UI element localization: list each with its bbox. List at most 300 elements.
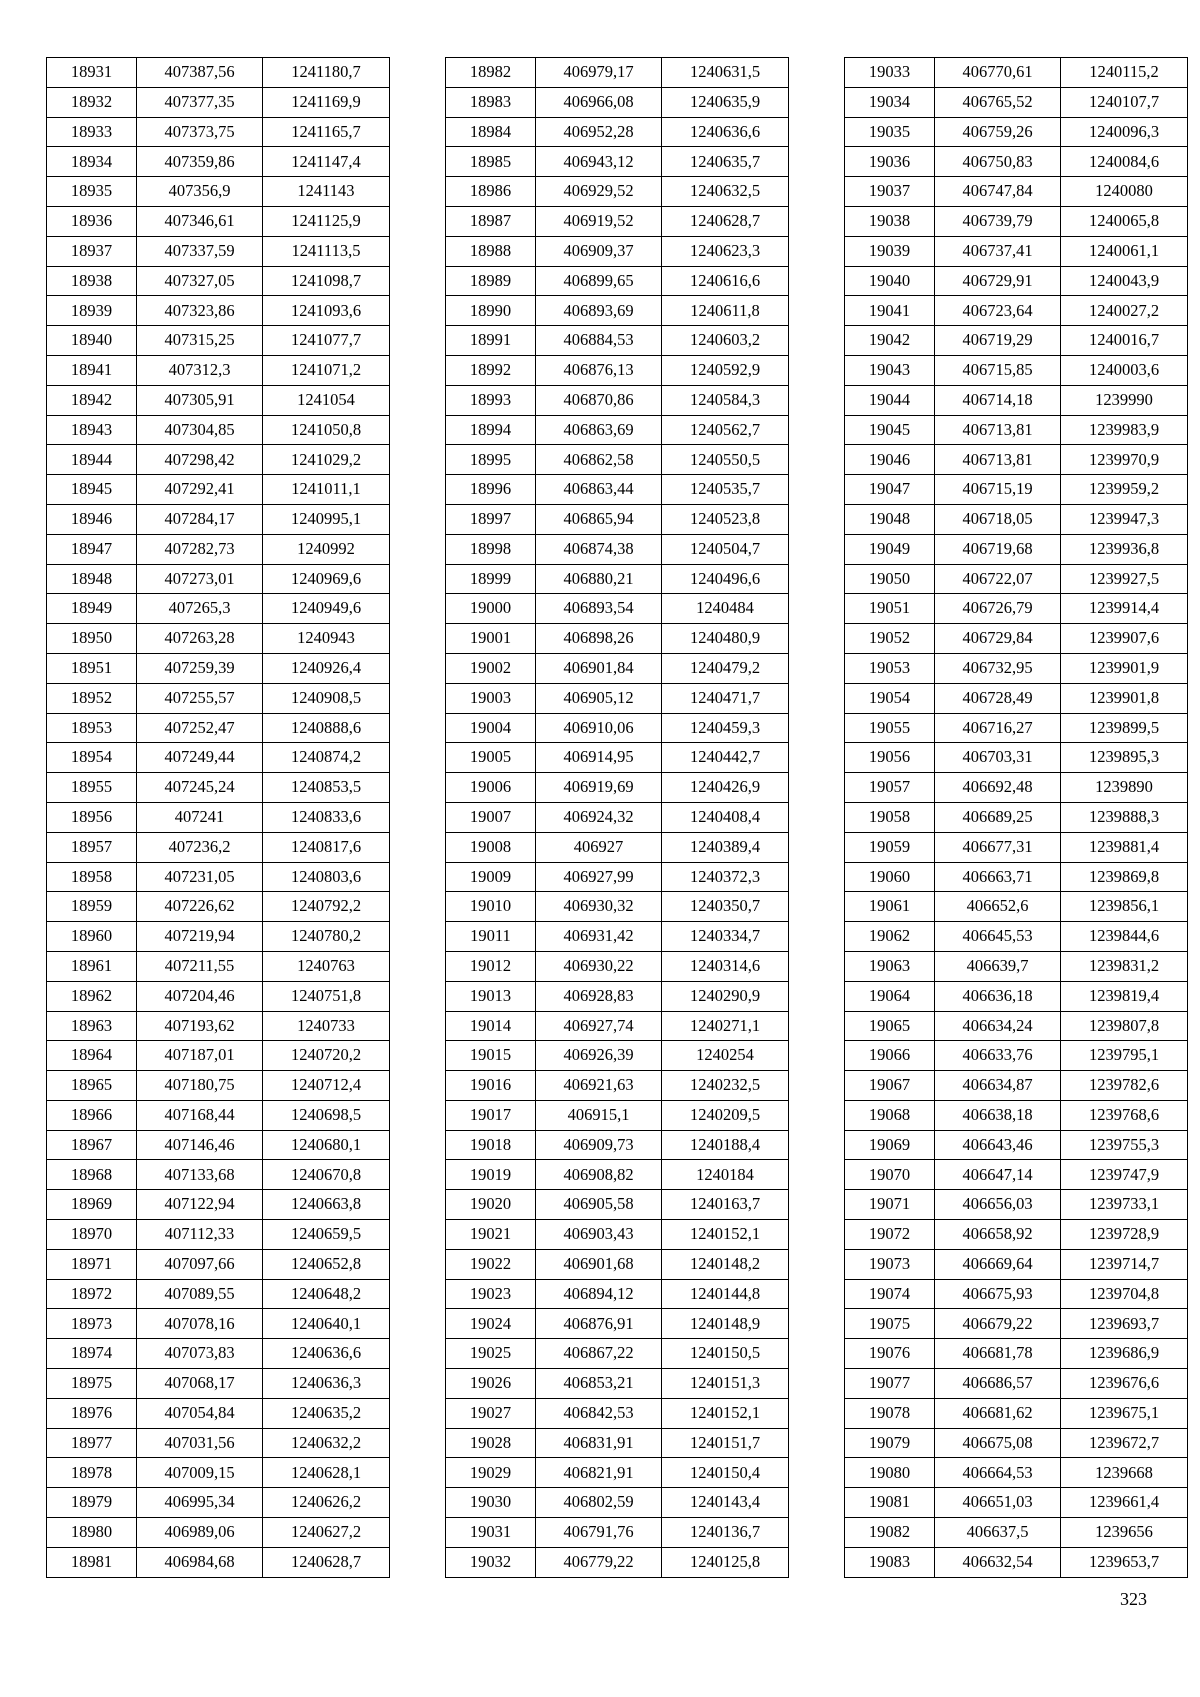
- table-row: [845, 355, 1188, 385]
- point-number-cell: 18966: [47, 1100, 137, 1130]
- table-row: [845, 385, 1188, 415]
- x-coordinate-cell: 406880,21: [536, 564, 662, 594]
- x-coordinate-cell: 406929,52: [536, 177, 662, 207]
- x-coordinate-cell: 406853,21: [536, 1369, 662, 1399]
- x-coordinate-cell: 407112,33: [137, 1220, 263, 1250]
- table-row: [47, 534, 390, 564]
- y-coordinate-cell: 1239844,6: [1061, 922, 1188, 952]
- x-coordinate-cell: 407337,59: [137, 236, 263, 266]
- x-coordinate-cell: 406714,18: [935, 385, 1061, 415]
- point-number-cell: 18963: [47, 1011, 137, 1041]
- x-coordinate-cell: 406651,03: [935, 1488, 1061, 1518]
- y-coordinate-cell: 1240888,6: [263, 713, 390, 743]
- table-row: [446, 564, 789, 594]
- y-coordinate-cell: 1241029,2: [263, 445, 390, 475]
- y-coordinate-cell: 1240636,6: [263, 1339, 390, 1369]
- x-coordinate-cell: 406636,18: [935, 981, 1061, 1011]
- y-coordinate-cell: 1239672,7: [1061, 1428, 1188, 1458]
- x-coordinate-cell: 406675,08: [935, 1428, 1061, 1458]
- table-row: [446, 1428, 789, 1458]
- x-coordinate-cell: 406737,41: [935, 236, 1061, 266]
- point-number-cell: 18956: [47, 802, 137, 832]
- point-number-cell: 19009: [446, 862, 536, 892]
- y-coordinate-cell: 1240065,8: [1061, 206, 1188, 236]
- table-row: [47, 415, 390, 445]
- table-row: [845, 1130, 1188, 1160]
- point-number-cell: 18986: [446, 177, 536, 207]
- table-row: [47, 266, 390, 296]
- table-row: [446, 445, 789, 475]
- y-coordinate-cell: 1239901,8: [1061, 683, 1188, 713]
- x-coordinate-cell: 407245,24: [137, 773, 263, 803]
- point-number-cell: 19016: [446, 1071, 536, 1101]
- table-row: [47, 1011, 390, 1041]
- point-number-cell: 18938: [47, 266, 137, 296]
- table-row: [446, 147, 789, 177]
- x-coordinate-cell: 407231,05: [137, 862, 263, 892]
- table-row: [446, 1547, 789, 1577]
- table-row: [845, 1190, 1188, 1220]
- point-number-cell: 18936: [47, 206, 137, 236]
- point-number-cell: 19006: [446, 773, 536, 803]
- table-row: [47, 1398, 390, 1428]
- table-row: [446, 653, 789, 683]
- point-number-cell: 18976: [47, 1398, 137, 1428]
- point-number-cell: 18998: [446, 534, 536, 564]
- y-coordinate-cell: 1239890: [1061, 773, 1188, 803]
- table-row: [446, 1190, 789, 1220]
- x-coordinate-cell: 407211,55: [137, 951, 263, 981]
- table-row: [47, 683, 390, 713]
- point-number-cell: 18983: [446, 87, 536, 117]
- point-number-cell: 18949: [47, 594, 137, 624]
- y-coordinate-cell: 1240550,5: [662, 445, 789, 475]
- y-coordinate-cell: 1241125,9: [263, 206, 390, 236]
- table-row: [446, 1249, 789, 1279]
- x-coordinate-cell: 406899,65: [536, 266, 662, 296]
- table-row: [47, 802, 390, 832]
- point-number-cell: 19008: [446, 832, 536, 862]
- table-row: [845, 981, 1188, 1011]
- table-row: [845, 1518, 1188, 1548]
- y-coordinate-cell: 1240780,2: [263, 922, 390, 952]
- table-row: [446, 475, 789, 505]
- table-row: [47, 475, 390, 505]
- y-coordinate-cell: 1240562,7: [662, 415, 789, 445]
- point-number-cell: 19052: [845, 624, 935, 654]
- y-coordinate-cell: 1240640,1: [263, 1309, 390, 1339]
- x-coordinate-cell: 406863,44: [536, 475, 662, 505]
- x-coordinate-cell: 406905,58: [536, 1190, 662, 1220]
- y-coordinate-cell: 1240080: [1061, 177, 1188, 207]
- y-coordinate-cell: 1240003,6: [1061, 355, 1188, 385]
- table-row: [47, 1488, 390, 1518]
- table-row: [47, 504, 390, 534]
- point-number-cell: 18974: [47, 1339, 137, 1369]
- point-number-cell: 19054: [845, 683, 935, 713]
- coordinate-table-2: [445, 57, 789, 1578]
- point-number-cell: 18947: [47, 534, 137, 564]
- table-row: [446, 594, 789, 624]
- x-coordinate-cell: 406791,76: [536, 1518, 662, 1548]
- point-number-cell: 18969: [47, 1190, 137, 1220]
- y-coordinate-cell: 1240148,2: [662, 1249, 789, 1279]
- point-number-cell: 18954: [47, 743, 137, 773]
- y-coordinate-cell: 1240636,3: [263, 1369, 390, 1399]
- x-coordinate-cell: 406739,79: [935, 206, 1061, 236]
- table-row: [446, 385, 789, 415]
- point-number-cell: 19023: [446, 1279, 536, 1309]
- table-row: [446, 117, 789, 147]
- table-row: [845, 147, 1188, 177]
- y-coordinate-cell: 1239686,9: [1061, 1339, 1188, 1369]
- y-coordinate-cell: 1240648,2: [263, 1279, 390, 1309]
- table-row: [845, 58, 1188, 88]
- table-row: [47, 653, 390, 683]
- table-row: [446, 177, 789, 207]
- point-number-cell: 18952: [47, 683, 137, 713]
- y-coordinate-cell: 1240027,2: [1061, 296, 1188, 326]
- x-coordinate-cell: 406893,69: [536, 296, 662, 326]
- point-number-cell: 18967: [47, 1130, 137, 1160]
- x-coordinate-cell: 406634,24: [935, 1011, 1061, 1041]
- x-coordinate-cell: 406681,78: [935, 1339, 1061, 1369]
- coordinate-table-1: [46, 57, 390, 1578]
- x-coordinate-cell: 407273,01: [137, 564, 263, 594]
- table-row: [845, 713, 1188, 743]
- point-number-cell: 19014: [446, 1011, 536, 1041]
- point-number-cell: 19076: [845, 1339, 935, 1369]
- table-row: [845, 892, 1188, 922]
- x-coordinate-cell: 407168,44: [137, 1100, 263, 1130]
- table-row: [446, 1518, 789, 1548]
- point-number-cell: 19081: [845, 1488, 935, 1518]
- x-coordinate-cell: 406675,93: [935, 1279, 1061, 1309]
- point-number-cell: 18992: [446, 355, 536, 385]
- table-row: [845, 266, 1188, 296]
- point-number-cell: 19032: [446, 1547, 536, 1577]
- table-row: [47, 117, 390, 147]
- table-row: [845, 177, 1188, 207]
- y-coordinate-cell: 1240632,2: [263, 1428, 390, 1458]
- table-row: [47, 385, 390, 415]
- table-row: [446, 802, 789, 832]
- point-number-cell: 19077: [845, 1369, 935, 1399]
- point-number-cell: 19047: [845, 475, 935, 505]
- y-coordinate-cell: 1239959,2: [1061, 475, 1188, 505]
- point-number-cell: 19002: [446, 653, 536, 683]
- table-row: [446, 1339, 789, 1369]
- y-coordinate-cell: 1240874,2: [263, 743, 390, 773]
- y-coordinate-cell: 1239656: [1061, 1518, 1188, 1548]
- point-number-cell: 18940: [47, 326, 137, 356]
- table-row: [47, 1190, 390, 1220]
- x-coordinate-cell: 407263,28: [137, 624, 263, 654]
- y-coordinate-cell: 1239936,8: [1061, 534, 1188, 564]
- point-number-cell: 19049: [845, 534, 935, 564]
- point-number-cell: 19055: [845, 713, 935, 743]
- y-coordinate-cell: 1239927,5: [1061, 564, 1188, 594]
- point-number-cell: 19013: [446, 981, 536, 1011]
- y-coordinate-cell: 1241093,6: [263, 296, 390, 326]
- y-coordinate-cell: 1240480,9: [662, 624, 789, 654]
- point-number-cell: 18977: [47, 1428, 137, 1458]
- point-number-cell: 19020: [446, 1190, 536, 1220]
- x-coordinate-cell: 406931,42: [536, 922, 662, 952]
- x-coordinate-cell: 407327,05: [137, 266, 263, 296]
- x-coordinate-cell: 406669,64: [935, 1249, 1061, 1279]
- y-coordinate-cell: 1240143,4: [662, 1488, 789, 1518]
- y-coordinate-cell: 1239747,9: [1061, 1160, 1188, 1190]
- x-coordinate-cell: 407284,17: [137, 504, 263, 534]
- table-row: [446, 236, 789, 266]
- table-row: [845, 475, 1188, 505]
- x-coordinate-cell: 407305,91: [137, 385, 263, 415]
- point-number-cell: 19061: [845, 892, 935, 922]
- x-coordinate-cell: 407146,46: [137, 1130, 263, 1160]
- x-coordinate-cell: 406930,22: [536, 951, 662, 981]
- point-number-cell: 18944: [47, 445, 137, 475]
- point-number-cell: 19017: [446, 1100, 536, 1130]
- y-coordinate-cell: 1240136,7: [662, 1518, 789, 1548]
- y-coordinate-cell: 1240627,2: [263, 1518, 390, 1548]
- point-number-cell: 18937: [47, 236, 137, 266]
- y-coordinate-cell: 1240016,7: [1061, 326, 1188, 356]
- table-row: [446, 415, 789, 445]
- table-row: [47, 1220, 390, 1250]
- x-coordinate-cell: 406898,26: [536, 624, 662, 654]
- table-row: [446, 326, 789, 356]
- point-number-cell: 19031: [446, 1518, 536, 1548]
- y-coordinate-cell: 1239899,5: [1061, 713, 1188, 743]
- x-coordinate-cell: 406909,37: [536, 236, 662, 266]
- table-row: [845, 1011, 1188, 1041]
- y-coordinate-cell: 1240792,2: [263, 892, 390, 922]
- point-number-cell: 19003: [446, 683, 536, 713]
- x-coordinate-cell: 406952,28: [536, 117, 662, 147]
- point-number-cell: 18990: [446, 296, 536, 326]
- y-coordinate-cell: 1239755,3: [1061, 1130, 1188, 1160]
- x-coordinate-cell: 406910,06: [536, 713, 662, 743]
- x-coordinate-cell: 406927,74: [536, 1011, 662, 1041]
- point-number-cell: 19012: [446, 951, 536, 981]
- table-row: [47, 713, 390, 743]
- x-coordinate-cell: 407031,56: [137, 1428, 263, 1458]
- y-coordinate-cell: 1240663,8: [263, 1190, 390, 1220]
- y-coordinate-cell: 1240484: [662, 594, 789, 624]
- y-coordinate-cell: 1240350,7: [662, 892, 789, 922]
- y-coordinate-cell: 1240670,8: [263, 1160, 390, 1190]
- y-coordinate-cell: 1240426,9: [662, 773, 789, 803]
- table-row: [47, 1339, 390, 1369]
- table-row: [845, 326, 1188, 356]
- point-number-cell: 18999: [446, 564, 536, 594]
- x-coordinate-cell: 407304,85: [137, 415, 263, 445]
- y-coordinate-cell: 1240151,7: [662, 1428, 789, 1458]
- y-coordinate-cell: 1240504,7: [662, 534, 789, 564]
- point-number-cell: 19053: [845, 653, 935, 683]
- y-coordinate-cell: 1239895,3: [1061, 743, 1188, 773]
- table-row: [47, 1041, 390, 1071]
- point-number-cell: 18950: [47, 624, 137, 654]
- point-number-cell: 19045: [845, 415, 935, 445]
- y-coordinate-cell: 1239693,7: [1061, 1309, 1188, 1339]
- point-number-cell: 19060: [845, 862, 935, 892]
- x-coordinate-cell: 406919,52: [536, 206, 662, 236]
- x-coordinate-cell: 406770,61: [935, 58, 1061, 88]
- table-row: [446, 1160, 789, 1190]
- x-coordinate-cell: 407078,16: [137, 1309, 263, 1339]
- point-number-cell: 19007: [446, 802, 536, 832]
- point-number-cell: 19025: [446, 1339, 536, 1369]
- point-number-cell: 19046: [845, 445, 935, 475]
- x-coordinate-cell: 406903,43: [536, 1220, 662, 1250]
- y-coordinate-cell: 1240635,9: [662, 87, 789, 117]
- table-row: [845, 1279, 1188, 1309]
- table-row: [845, 624, 1188, 654]
- point-number-cell: 19062: [845, 922, 935, 952]
- x-coordinate-cell: 406747,84: [935, 177, 1061, 207]
- table-row: [47, 1369, 390, 1399]
- table-row: [446, 1220, 789, 1250]
- y-coordinate-cell: 1240471,7: [662, 683, 789, 713]
- y-coordinate-cell: 1240150,4: [662, 1458, 789, 1488]
- y-coordinate-cell: 1240496,6: [662, 564, 789, 594]
- point-number-cell: 18980: [47, 1518, 137, 1548]
- x-coordinate-cell: 406723,64: [935, 296, 1061, 326]
- table-row: [446, 1279, 789, 1309]
- table-row: [446, 951, 789, 981]
- table-row: [446, 1309, 789, 1339]
- x-coordinate-cell: 407323,86: [137, 296, 263, 326]
- table-row: [47, 594, 390, 624]
- y-coordinate-cell: 1240408,4: [662, 802, 789, 832]
- table-row: [845, 743, 1188, 773]
- x-coordinate-cell: 406921,63: [536, 1071, 662, 1101]
- point-number-cell: 19010: [446, 892, 536, 922]
- point-number-cell: 19051: [845, 594, 935, 624]
- y-coordinate-cell: 1239947,3: [1061, 504, 1188, 534]
- point-number-cell: 19019: [446, 1160, 536, 1190]
- table-row: [845, 564, 1188, 594]
- table-row: [446, 266, 789, 296]
- table-row: [47, 445, 390, 475]
- x-coordinate-cell: 406681,62: [935, 1398, 1061, 1428]
- y-coordinate-cell: 1240652,8: [263, 1249, 390, 1279]
- point-number-cell: 18988: [446, 236, 536, 266]
- y-coordinate-cell: 1239831,2: [1061, 951, 1188, 981]
- x-coordinate-cell: 406862,58: [536, 445, 662, 475]
- y-coordinate-cell: 1240096,3: [1061, 117, 1188, 147]
- x-coordinate-cell: 406909,73: [536, 1130, 662, 1160]
- y-coordinate-cell: 1240763: [263, 951, 390, 981]
- point-number-cell: 19026: [446, 1369, 536, 1399]
- point-number-cell: 19018: [446, 1130, 536, 1160]
- x-coordinate-cell: 407193,62: [137, 1011, 263, 1041]
- y-coordinate-cell: 1240969,6: [263, 564, 390, 594]
- point-number-cell: 19071: [845, 1190, 935, 1220]
- y-coordinate-cell: 1240817,6: [263, 832, 390, 862]
- x-coordinate-cell: 406914,95: [536, 743, 662, 773]
- table-row: [47, 1100, 390, 1130]
- table-row: [845, 1339, 1188, 1369]
- y-coordinate-cell: 1239881,4: [1061, 832, 1188, 862]
- x-coordinate-cell: 407377,35: [137, 87, 263, 117]
- table-row: [47, 87, 390, 117]
- x-coordinate-cell: 406966,08: [536, 87, 662, 117]
- table-row: [845, 862, 1188, 892]
- y-coordinate-cell: 1240535,7: [662, 475, 789, 505]
- table-row: [446, 862, 789, 892]
- x-coordinate-cell: 407359,86: [137, 147, 263, 177]
- x-coordinate-cell: 406718,05: [935, 504, 1061, 534]
- x-coordinate-cell: 406729,84: [935, 624, 1061, 654]
- x-coordinate-cell: 406924,32: [536, 802, 662, 832]
- y-coordinate-cell: 1240628,7: [263, 1547, 390, 1577]
- point-number-cell: 19082: [845, 1518, 935, 1548]
- point-number-cell: 18978: [47, 1458, 137, 1488]
- y-coordinate-cell: 1240209,5: [662, 1100, 789, 1130]
- y-coordinate-cell: 1240680,1: [263, 1130, 390, 1160]
- y-coordinate-cell: 1240372,3: [662, 862, 789, 892]
- x-coordinate-cell: 407241: [137, 802, 263, 832]
- point-number-cell: 18987: [446, 206, 536, 236]
- table-row: [845, 504, 1188, 534]
- y-coordinate-cell: 1239901,9: [1061, 653, 1188, 683]
- x-coordinate-cell: 407133,68: [137, 1160, 263, 1190]
- y-coordinate-cell: 1240628,7: [662, 206, 789, 236]
- point-number-cell: 18975: [47, 1369, 137, 1399]
- y-coordinate-cell: 1240523,8: [662, 504, 789, 534]
- table-row: [845, 1398, 1188, 1428]
- y-coordinate-cell: 1240616,6: [662, 266, 789, 296]
- point-number-cell: 18989: [446, 266, 536, 296]
- x-coordinate-cell: 406842,53: [536, 1398, 662, 1428]
- point-number-cell: 19069: [845, 1130, 935, 1160]
- table-row: [446, 892, 789, 922]
- table-row: [845, 117, 1188, 147]
- x-coordinate-cell: 406716,27: [935, 713, 1061, 743]
- table-row: [47, 832, 390, 862]
- x-coordinate-cell: 406750,83: [935, 147, 1061, 177]
- x-coordinate-cell: 406979,17: [536, 58, 662, 88]
- x-coordinate-cell: 406728,49: [935, 683, 1061, 713]
- x-coordinate-cell: 406867,22: [536, 1339, 662, 1369]
- table-body: [845, 58, 1188, 1578]
- point-number-cell: 18993: [446, 385, 536, 415]
- x-coordinate-cell: 406638,18: [935, 1100, 1061, 1130]
- point-number-cell: 19079: [845, 1428, 935, 1458]
- point-number-cell: 19034: [845, 87, 935, 117]
- x-coordinate-cell: 406989,06: [137, 1518, 263, 1548]
- table-row: [47, 1279, 390, 1309]
- y-coordinate-cell: 1240626,2: [263, 1488, 390, 1518]
- table-row: [47, 981, 390, 1011]
- x-coordinate-cell: 407122,94: [137, 1190, 263, 1220]
- y-coordinate-cell: 1239907,6: [1061, 624, 1188, 654]
- point-number-cell: 19000: [446, 594, 536, 624]
- table-row: [446, 1398, 789, 1428]
- point-number-cell: 19030: [446, 1488, 536, 1518]
- y-coordinate-cell: 1240712,4: [263, 1071, 390, 1101]
- point-number-cell: 19024: [446, 1309, 536, 1339]
- point-number-cell: 19078: [845, 1398, 935, 1428]
- x-coordinate-cell: 406874,38: [536, 534, 662, 564]
- x-coordinate-cell: 406686,57: [935, 1369, 1061, 1399]
- x-coordinate-cell: 407187,01: [137, 1041, 263, 1071]
- y-coordinate-cell: 1240152,1: [662, 1220, 789, 1250]
- point-number-cell: 18996: [446, 475, 536, 505]
